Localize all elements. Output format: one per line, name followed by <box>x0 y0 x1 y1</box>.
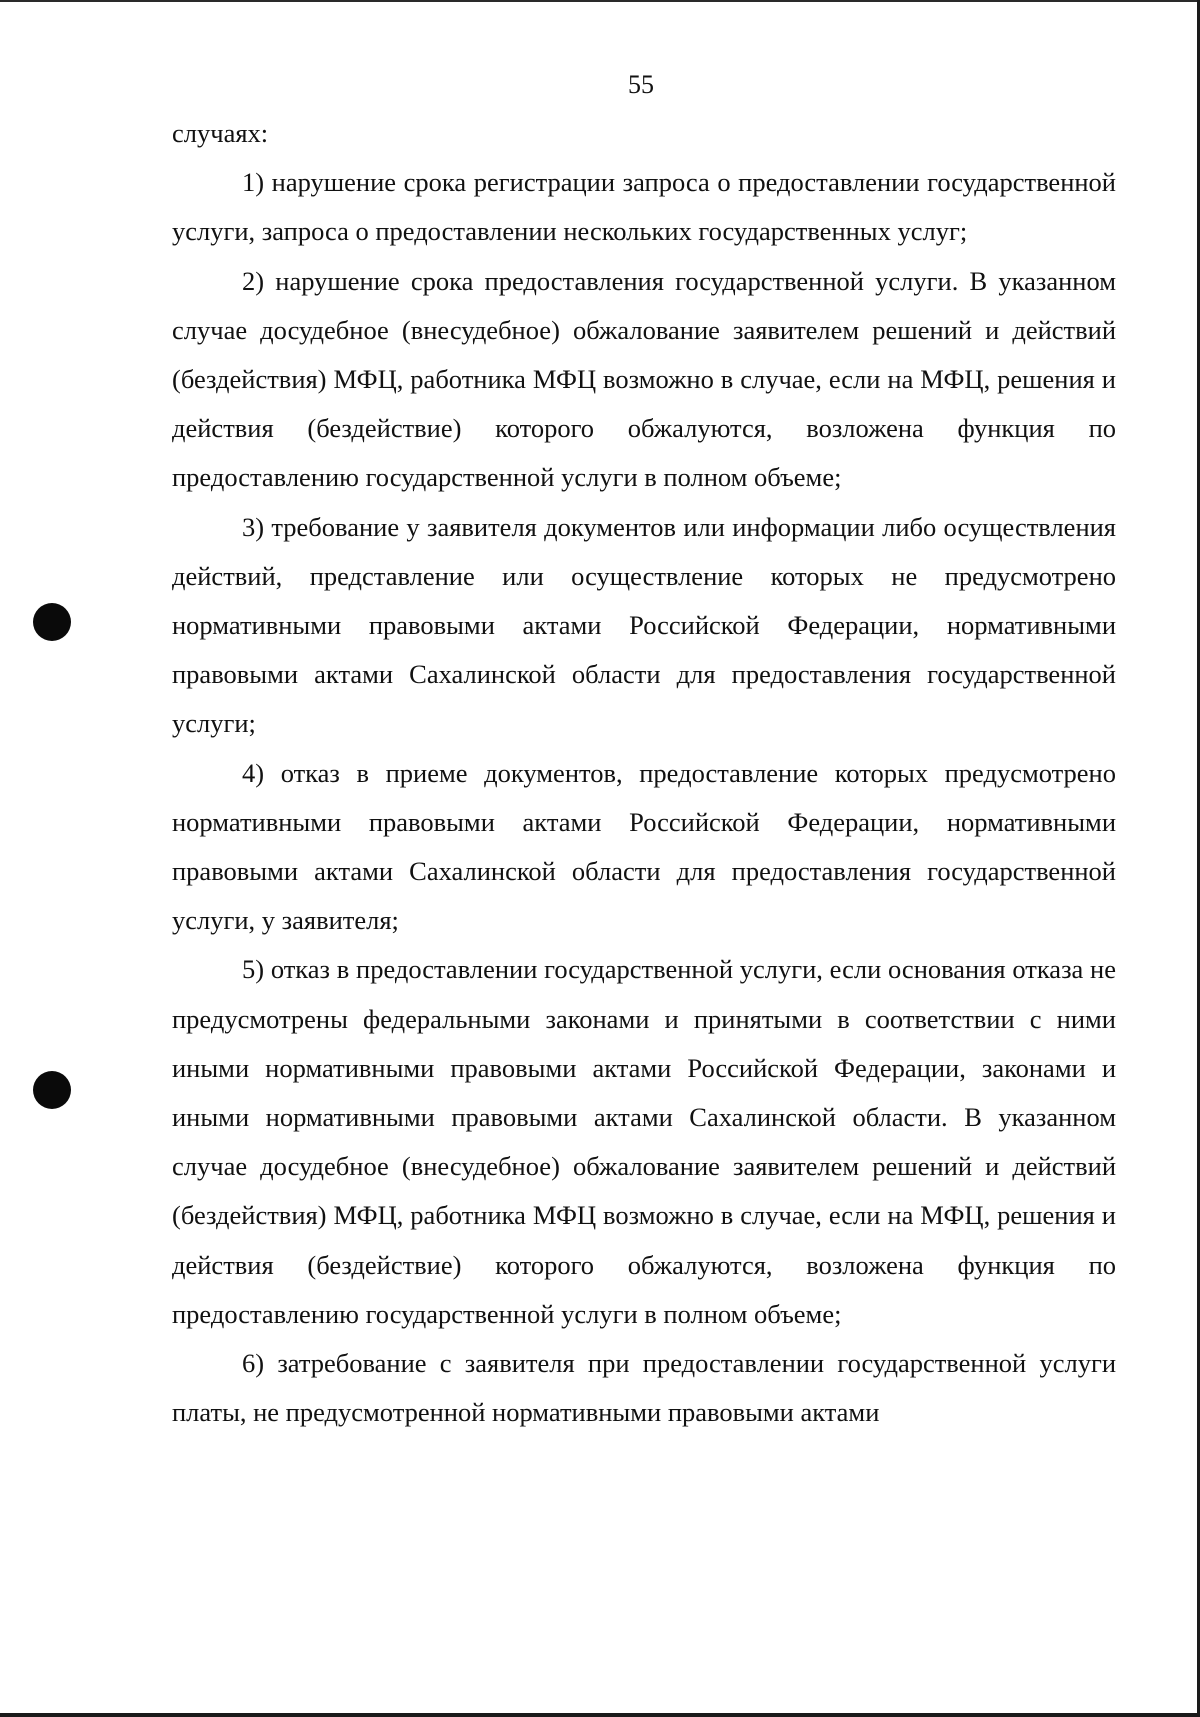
continuation-text: случаях: <box>172 118 269 148</box>
list-item: 6) затребование с заявителя при предоставлении государственной услуги платы, не предусмотренной нормативными правовыми актами <box>172 1348 1116 1428</box>
list-item: 1) нарушение срока регистрации запроса о предоставлении государственной услуги, запроса о предоставлении нескольких государственных услуг; <box>172 167 1116 247</box>
punch-hole-mark <box>33 603 71 641</box>
list-item: 4) отказ в приеме документов, предоставление которых предусмотрено нормативными правовыми актами Российской Федерации, нормативными правовыми актами Сахалинской области для предоставления государственной услуги, у заявителя; <box>172 757 1116 936</box>
scan-edge-top <box>0 0 1200 2</box>
list-item: 5) отказ в предоставлении государственной услуги, если основания отказа не предусмотрены федеральными законами и принятыми в соответствии с ними иными нормативными правовыми актами Российской Федерации, законами и иными нормативными правовыми актами Сахалинской области. В указанном случае досудебное (внесудебное) обжалование заявителем решений и действий (бездействия) МФЦ, работника МФЦ возможно в случае, если на МФЦ, решения и действия (бездействие) которого обжалуются, возложена функция по предоставлению государственной услуги в полном объеме; <box>172 954 1116 1329</box>
punch-hole-mark <box>33 1071 71 1109</box>
document-body <box>172 109 1116 1437</box>
page-number: 55 <box>628 70 654 99</box>
list-item: 2) нарушение срока предоставления государственной услуги. В указанном случае досудебное (внесудебное) обжалование заявителем решений и действий (бездействия) МФЦ, работника МФЦ возможно в случае, если на МФЦ, решения и действия (бездействие) которого обжалуются, возложена функция по предоставлению государственной услуги в полном объеме; <box>172 265 1116 493</box>
list-item: 3) требование у заявителя документов или информации либо осуществления действий, представление или осуществление которых не предусмотрено нормативными правовыми актами Российской Федерации, нормативными правовыми актами Сахалинской области для предоставления государственной услуги; <box>172 511 1116 739</box>
scan-edge-bottom <box>0 1713 1200 1717</box>
